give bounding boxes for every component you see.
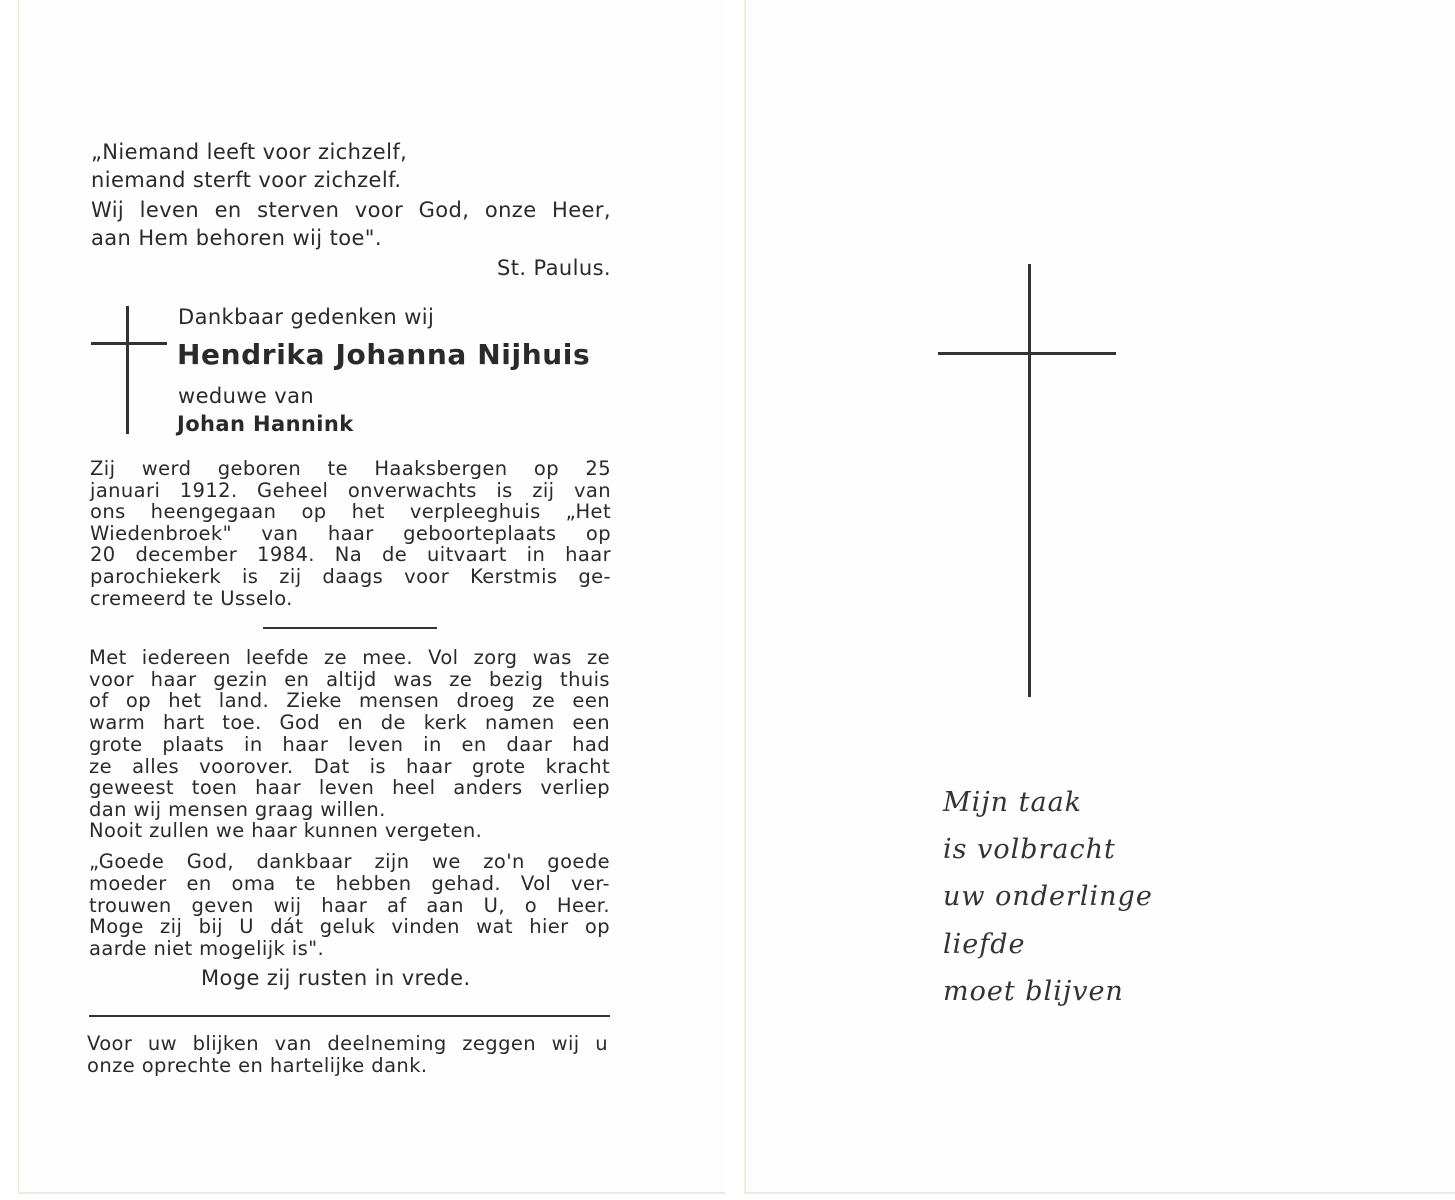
long-divider (89, 1015, 610, 1017)
prayer-line: moeder en oma te hebben gehad. Vol ver- (89, 872, 610, 895)
prayer-line: „Goede God, dankbaar zijn we zo'n goede (89, 850, 610, 873)
prayer-line: trouwen geven wij haar af aan U, o Heer. (89, 894, 610, 917)
bio-line: Zij werd geboren te Haaksbergen op 25 (90, 457, 611, 480)
bio-line: ons heengegaan op het verpleeghuis „Het (90, 500, 611, 523)
short-divider (263, 627, 437, 629)
right-card (744, 0, 1455, 1194)
memory-line: voor haar gezin en altijd was ze bezig thuis (89, 668, 610, 691)
verse-line: Mijn taak (943, 787, 1083, 818)
bio-line: parochiekerk is zij daags voor Kerstmis ge- (90, 565, 611, 588)
memory-line: grote plaats in haar leven in en daar had (89, 733, 610, 756)
quote-attribution: St. Paulus. (497, 256, 611, 280)
deceased-name: Hendrika Johanna Nijhuis (177, 338, 591, 371)
memory-line: Nooit zullen we haar kunnen vergeten. (89, 819, 483, 842)
verse-line: is volbracht (943, 834, 1116, 865)
quote-line-4: aan Hem behoren wij toe". (91, 226, 382, 250)
quote-line-1: „Niemand leeft voor zichzelf, (91, 140, 408, 164)
memory-line: warm hart toe. God en de kerk namen een (89, 711, 610, 734)
memory-line: of op het land. Zieke mensen droeg ze een (89, 689, 610, 712)
quote-line-3: Wij leven en sterven voor God, onze Heer, (91, 198, 611, 222)
memory-line: geweest toen haar leven heel anders verliep (89, 776, 610, 799)
spouse-name: Johan Hannink (177, 412, 354, 436)
left-card (18, 0, 725, 1194)
memory-line: Met iedereen leefde ze mee. Vol zorg was ze (89, 646, 610, 669)
quote-line-2: niemand sterft voor zichzelf. (91, 168, 402, 192)
prayer-line: aarde niet mogelijk is". (89, 937, 325, 960)
bio-line: 20 december 1984. Na de uitvaart in haar (90, 543, 611, 566)
bio-line: cremeerd te Usselo. (90, 587, 293, 610)
thanks-line: onze oprechte en hartelijke dank. (87, 1054, 428, 1077)
verse-line: moet blijven (943, 976, 1124, 1007)
memory-line: ze alles voorover. Dat is haar grote kracht (89, 755, 610, 778)
memory-line: dan wij mensen graag willen. (89, 798, 386, 821)
closing-blessing: Moge zij rusten in vrede. (201, 966, 471, 990)
intro-text: Dankbaar gedenken wij (178, 305, 435, 329)
bio-line: Wiedenbroek" van haar geboorteplaats op (90, 522, 611, 545)
thanks-line: Voor uw blijken van deelneming zeggen wij u (87, 1032, 608, 1055)
verse-line: liefde (943, 929, 1026, 960)
bio-line: januari 1912. Geheel onverwachts is zij van (90, 479, 611, 502)
prayer-line: Moge zij bij U dát geluk vinden wat hier op (89, 915, 610, 938)
widow-label: weduwe van (178, 384, 315, 408)
verse-line: uw onderlinge (943, 881, 1153, 912)
